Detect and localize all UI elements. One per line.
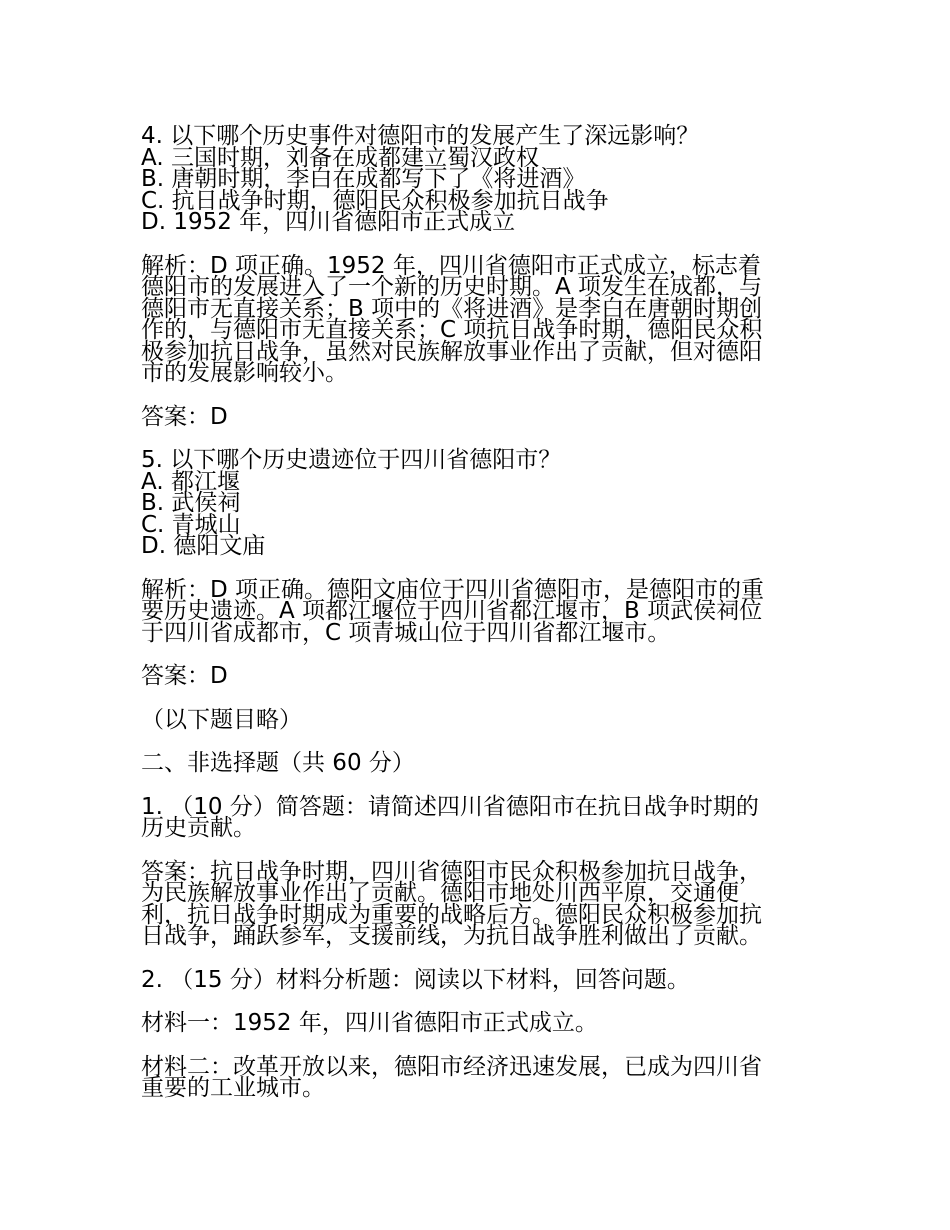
omitted-note [141,706,821,733]
option-b: B. 武侯祠 [141,490,241,516]
spacer [141,385,821,407]
material-one [141,1010,821,1036]
answer-line: 答案：D [141,403,228,430]
question-line: 2. （15 分）材料分析题：阅读以下材料，回答问题。 [141,966,690,993]
question-line: 1. （10 分）简答题：请简述四川省德阳市在抗日战争时期的 [141,793,759,820]
analysis-line: 德阳市无直接关系；B 项中的《将进酒》是李白在唐朝时期创 [141,295,763,322]
analysis-line: 要历史遗迹。A 项都江堰位于四川省都江堰市，B 项武侯祠位 [141,598,763,624]
question-4 [141,123,821,235]
option-d: D. 德阳文庙 [141,533,266,559]
analysis-line: 作的，与德阳市无直接关系；C 项抗日战争时期，德阳民众积 [141,317,763,343]
option-a: A. 都江堰 [141,468,240,495]
question-stem: 4. 以下哪个历史事件对德阳市的发展产生了深远影响？ [141,123,700,149]
material-line: 重要的工业城市。 [141,1075,325,1101]
section-title-text: 二、非选择题（共 60 分） [141,750,415,776]
analysis-line: 极参加抗日战争，虽然对民族解放事业作出了贡献，但对德阳 [141,338,762,365]
material-line: 材料二：改革开放以来，德阳市经济迅速发展，已成为四川省 [141,1053,762,1080]
answer-5 [141,663,821,689]
option-d: D. 1952 年，四川省德阳市正式成立 [141,209,516,235]
question-5 [141,447,821,559]
short-answer-question [141,793,821,841]
answer-line: 日战争，踊跃参军，支援前线，为抗日战争胜利做出了贡献。 [141,923,762,949]
spacer [141,644,821,666]
analysis-line: 于四川省成都市，C 项青城山位于四川省都江堰市。 [141,619,671,646]
question-stem: 5. 以下哪个历史遗迹位于四川省德阳市？ [141,447,562,473]
analysis-line: 市的发展影响较小。 [141,360,348,386]
section-title [141,750,821,776]
answer-line: 答案：抗日战争时期，四川省德阳市民众积极参加抗日战争， [141,858,762,885]
analysis-line: 解析：D 项正确。1952 年，四川省德阳市正式成立，标志着 [141,252,761,279]
question-line: 历史贡献。 [141,815,256,841]
short-answer-answer [141,858,821,949]
answer-4 [141,403,821,430]
analysis-4 [141,252,821,386]
option-c: C. 抗日战争时期，德阳民众积极参加抗日战争 [141,187,609,214]
analysis-5 [141,576,821,646]
analysis-line: 解析：D 项正确。德阳文庙位于四川省德阳市，是德阳市的重 [141,576,765,603]
answer-line: 利，抗日战争时期成为重要的战略后方。德阳民众积极参加抗 [141,901,762,928]
material-two [141,1053,821,1101]
document-page [141,123,821,1101]
answer-line: 为民族解放事业作出了贡献。德阳市地处川西平原，交通便 [141,880,739,906]
option-c: C. 青城山 [141,511,241,538]
material-line: 材料一：1952 年，四川省德阳市正式成立。 [141,1010,598,1036]
material-question [141,966,821,993]
option-b: B. 唐朝时期，李白在成都写下了《将进酒》 [141,166,586,192]
analysis-line: 德阳市的发展进入了一个新的历史时期。A 项发生在成都，与 [141,274,763,300]
answer-line: 答案：D [141,663,228,689]
option-a: A. 三国时期，刘备在成都建立蜀汉政权 [141,144,539,171]
omitted-note-text: （以下题目略） [141,706,302,733]
